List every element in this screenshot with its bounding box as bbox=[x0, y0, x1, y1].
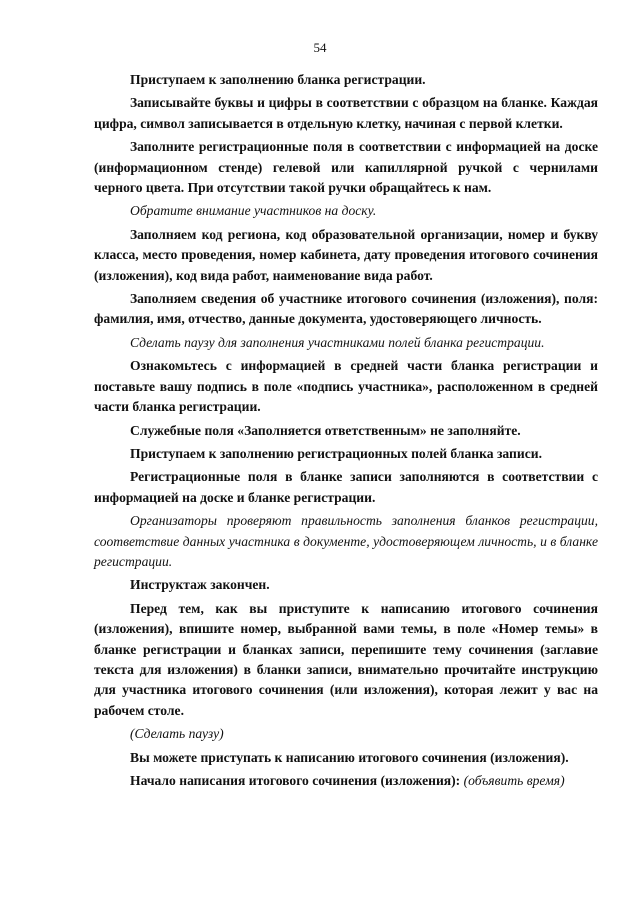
paragraph: (Сделать паузу) bbox=[130, 726, 224, 742]
paragraph: Обратите внимание участников на доску. bbox=[130, 203, 377, 219]
paragraph: Ознакомьтесь с информацией в средней части бланка регистрации и поставьте вашу подпись в поле «подпись участника», расположенном в средней части бланка регистрации. bbox=[94, 358, 598, 415]
paragraph: Регистрационные поля в бланке записи заполняются в соответствии с информацией на доске и бланке регистрации. bbox=[94, 469, 598, 505]
paragraph: Организаторы проверяют правильность заполнения бланков регистрации, соответствие данных участника в документе, удостоверяющем личность, и в бланке регистрации. bbox=[94, 513, 598, 569]
paragraph: Сделать паузу для заполнения участниками полей бланка регистрации. bbox=[130, 334, 545, 350]
final-instruction-note: (объявить время) bbox=[463, 773, 565, 788]
paragraph: Приступаем к заполнению бланка регистрации. bbox=[130, 72, 426, 87]
paragraph: Вы можете приступать к написанию итогового сочинения (изложения). bbox=[130, 749, 569, 765]
final-instruction-text: Начало написания итогового сочинения (изложения): bbox=[130, 773, 464, 788]
paragraph: Приступаем к заполнению регистрационных полей бланка записи. bbox=[130, 445, 542, 461]
paragraph: Заполняем код региона, код образовательной организации, номер и букву класса, место проведения, номер кабинета, дату проведения итогового сочинения (изложения), код вида работ, наименование вида работ. bbox=[94, 226, 598, 283]
paragraph-final bbox=[94, 771, 598, 791]
paragraph: Заполняем сведения об участнике итогового сочинения (изложения), поля: фамилия, имя, отчество, данные документа, удостоверяющего личность. bbox=[94, 291, 598, 327]
document-body bbox=[94, 70, 598, 791]
paragraph: Служебные поля «Заполняется ответственным» не заполняйте. bbox=[130, 422, 521, 438]
paragraph: Записывайте буквы и цифры в соответствии с образцом на бланке. Каждая цифра, символ записывается в отдельную клетку, начиная с первой клетки. bbox=[94, 95, 598, 131]
page-number: 54 bbox=[313, 40, 327, 55]
paragraph: Заполните регистрационные поля в соответствии с информацией на доске (информационном стенде) гелевой или капиллярной ручкой с чернилами черного цвета. При отсутствии такой ручки обращайтесь к нам. bbox=[94, 139, 598, 196]
paragraph: Перед тем, как вы приступите к написанию итогового сочинения (изложения), впишите номер, выбранной вами темы, в поле «Номер темы» в бланке регистрации и бланках записи, перепишите тему сочинения (заглавие текста для изложения) в бланки записи, внимательно прочитайте инструкцию для участника итогового сочинения (или изложения), которая лежит у вас на рабочем столе. bbox=[94, 600, 598, 718]
paragraph: Инструктаж закончен. bbox=[130, 577, 270, 593]
